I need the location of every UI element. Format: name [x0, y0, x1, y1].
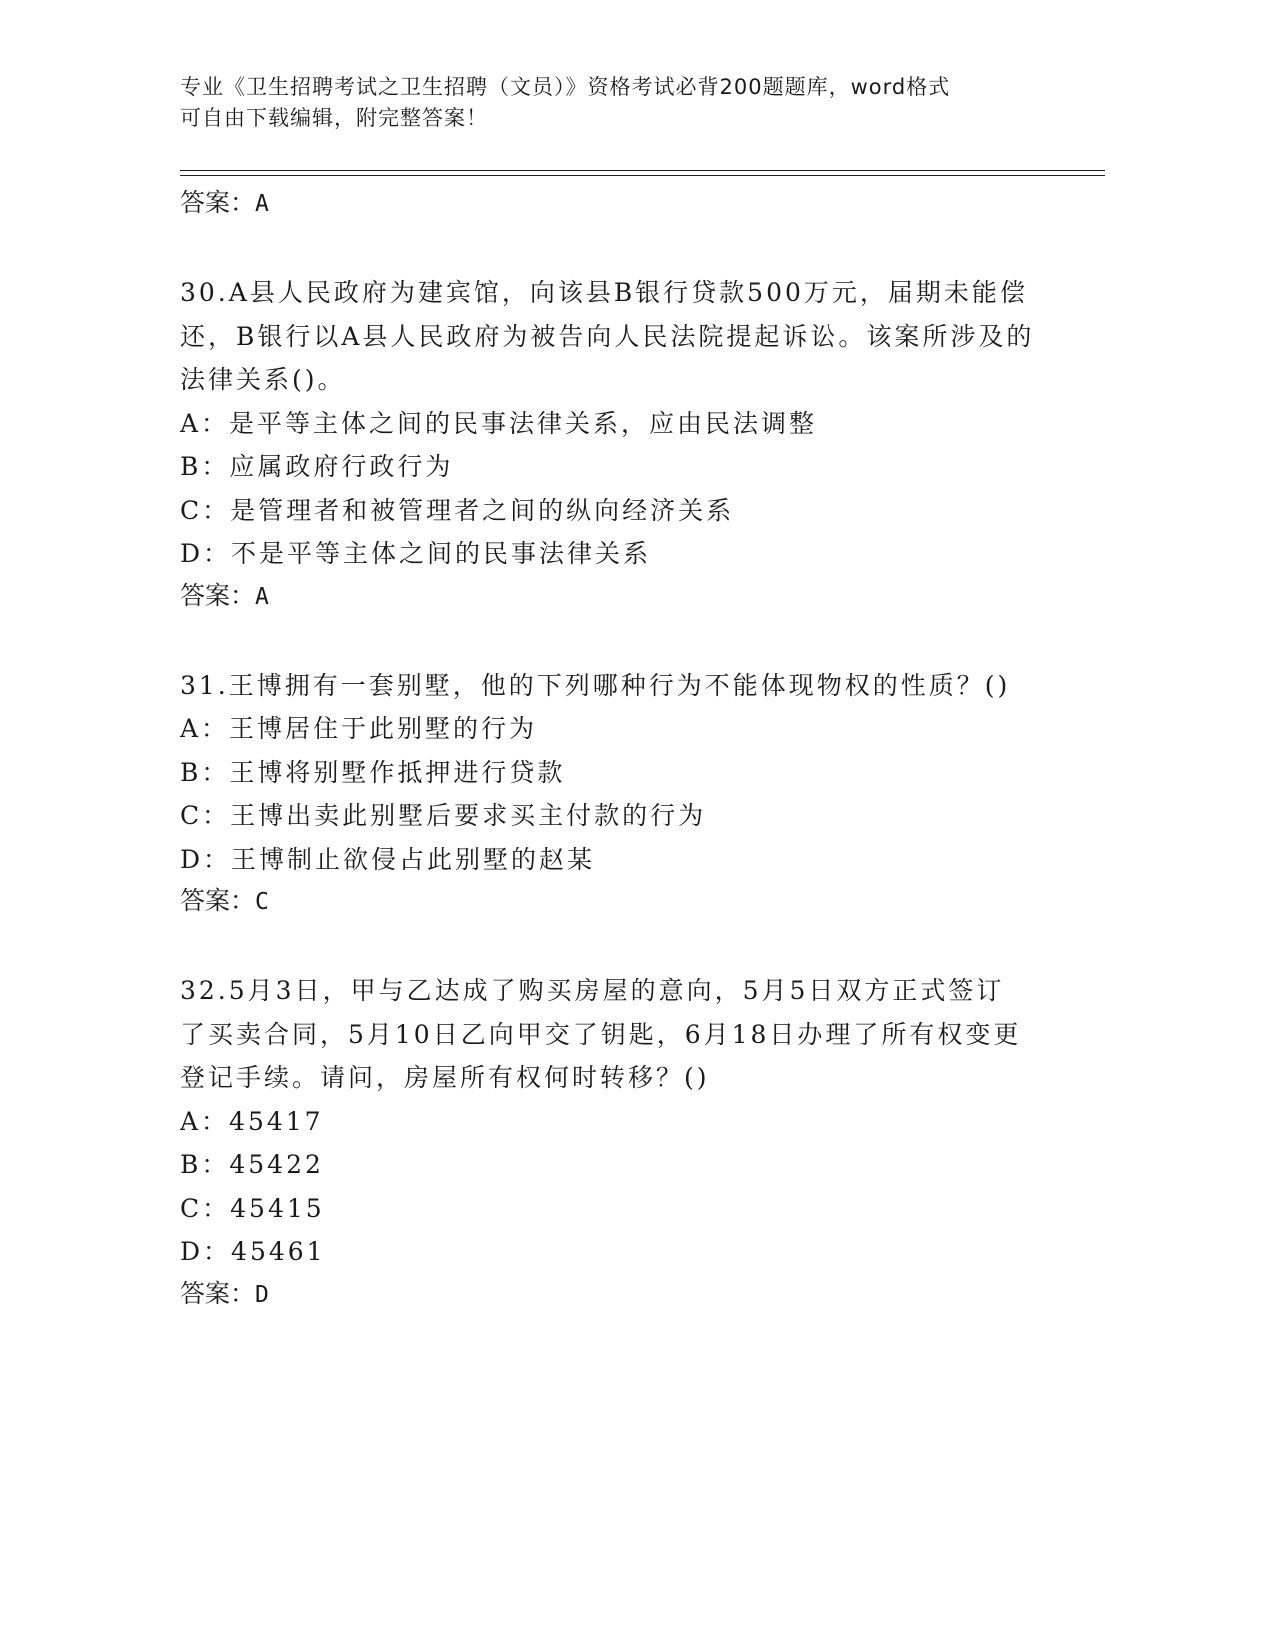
option-d: D：不是平等主体之间的民事法律关系 — [180, 539, 652, 568]
answer-value: A — [255, 191, 269, 217]
question-text — [180, 271, 1060, 402]
option-d: D：45461 — [180, 1237, 326, 1266]
option-a: A：王博居住于此别墅的行为 — [180, 714, 538, 743]
document-header — [180, 72, 1060, 134]
option-c: C：45415 — [180, 1193, 325, 1223]
header-line-1: 专业《卫生招聘考试之卫生招聘（文员）》资格考试必背200题题库，word格式 — [180, 75, 951, 99]
option-b: B：45422 — [180, 1150, 324, 1179]
question-line: 31.王博拥有一套别墅，他的下列哪种行为不能体现物权的性质？() — [180, 670, 1011, 700]
answer-label: 答案： — [180, 580, 256, 610]
option-b: B：应属政府行政行为 — [180, 452, 454, 481]
question-line: 30.A县人民政府为建宾馆，向该县B银行贷款500万元，届期未能偿 — [180, 278, 1028, 307]
question-text — [180, 664, 1060, 708]
header-line-2: 可自由下载编辑，附完整答案！ — [180, 106, 488, 130]
answer-value: A — [255, 583, 269, 610]
header-rule-top — [180, 170, 1105, 171]
document-content — [180, 183, 1060, 1314]
spacer — [180, 921, 1060, 969]
question-block — [180, 969, 1060, 1314]
header-rule-bottom — [180, 175, 1105, 176]
answer-label: 答案： — [180, 1278, 256, 1308]
question-line: 了买卖合同，5月10日乙向甲交了钥匙，6月18日办理了所有权变更 — [180, 1019, 1022, 1049]
answer-label: 答案： — [180, 886, 256, 915]
answer-value: C — [255, 889, 269, 915]
question-block — [180, 271, 1060, 616]
answer-value: D — [255, 1281, 269, 1308]
spacer — [180, 223, 1060, 271]
option-d: D：王博制止欲侵占此别墅的赵某 — [180, 844, 596, 874]
question-line: 32.5月3日，甲与乙达成了购买房屋的意向，5月5日双方正式签订 — [180, 976, 1005, 1005]
question-line: 还，B银行以A县人民政府为被告向人民法院提起诉讼。该案所涉及的 — [180, 321, 1035, 351]
question-block — [180, 664, 1060, 922]
option-c: C：王博出卖此别墅后要求买主付款的行为 — [180, 801, 707, 830]
answer-line — [180, 1274, 1060, 1314]
option-c: C：是管理者和被管理者之间的纵向经济关系 — [180, 495, 735, 525]
question-line: 法律关系()。 — [180, 365, 346, 394]
answer-line — [180, 576, 1060, 616]
answer-line — [180, 881, 1060, 921]
answer-label: 答案： — [180, 188, 256, 217]
option-a: A：是平等主体之间的民事法律关系，应由民法调整 — [180, 408, 818, 438]
option-b: B：王博将别墅作抵押进行贷款 — [180, 757, 566, 787]
question-line: 登记手续。请问，房屋所有权何时转移？() — [180, 1063, 710, 1092]
question-text — [180, 969, 1060, 1100]
option-a: A：45417 — [180, 1106, 324, 1136]
spacer — [180, 616, 1060, 664]
answer-line — [180, 183, 1060, 223]
